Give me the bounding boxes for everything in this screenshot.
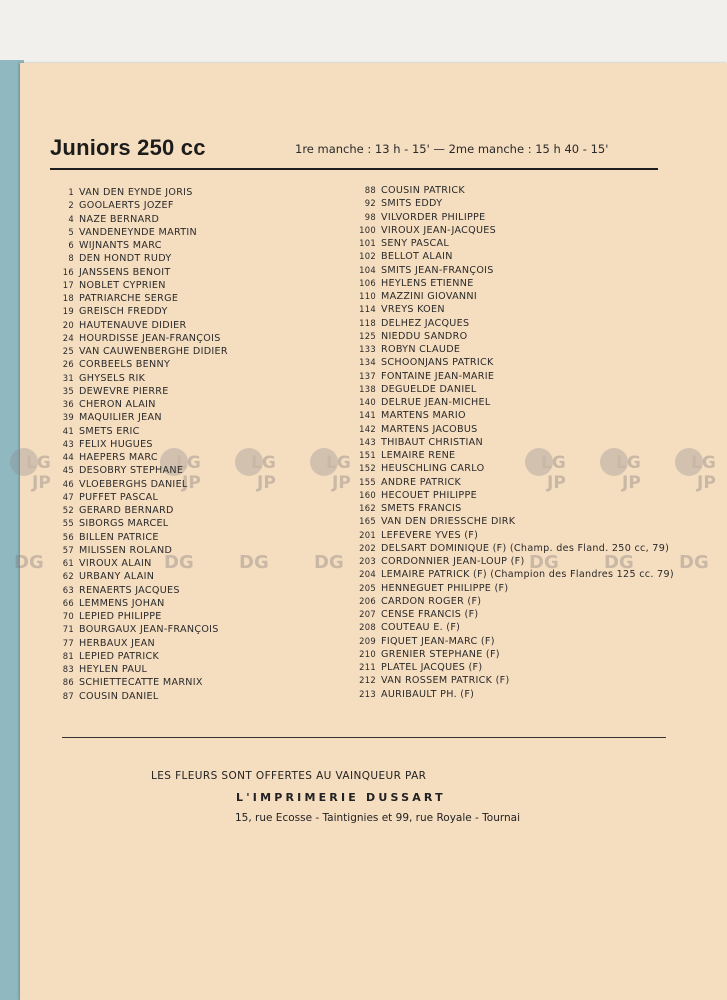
list-item	[350, 688, 690, 701]
svg-text:DG: DG	[239, 552, 269, 573]
entry-name: LEFEVERE YVES (F)	[381, 529, 479, 541]
entry-number: 19	[62, 306, 74, 317]
list-item	[350, 502, 690, 515]
list-item	[48, 584, 348, 597]
entry-name: GERARD BERNARD	[79, 505, 174, 516]
entry-name: LEMAIRE RENE	[381, 450, 456, 461]
entry-number: 25	[62, 346, 74, 356]
entry-number: 203	[359, 556, 376, 566]
entry-name: CENSE FRANCIS (F)	[381, 609, 479, 620]
list-item	[350, 330, 690, 343]
svg-text:DG: DG	[529, 552, 559, 573]
entry-number: 39	[62, 412, 74, 423]
entry-number: 143	[359, 436, 376, 447]
entry-name: COUTEAU E. (F)	[381, 622, 461, 634]
list-item	[350, 462, 690, 475]
entry-name: RENAERTS JACQUES	[79, 584, 180, 596]
entry-name: MILISSEN ROLAND	[79, 544, 173, 556]
race-schedule: 1re manche : 13 h - 15' — 2me manche : 15 h 40 - 15'	[295, 142, 609, 156]
entry-name: WIJNANTS MARC	[79, 240, 162, 251]
list-item	[48, 597, 348, 610]
entry-name: HAEPERS MARC	[79, 452, 158, 463]
list-item	[350, 436, 690, 449]
entry-name: SMETS FRANCIS	[381, 503, 462, 514]
entry-number: 125	[359, 330, 376, 341]
entry-number: 44	[62, 452, 74, 462]
entry-number: 207	[359, 609, 376, 619]
entry-number: 114	[359, 304, 376, 315]
entry-number: 162	[359, 503, 376, 513]
entry-number: 88	[364, 185, 376, 195]
list-item	[350, 237, 690, 250]
list-item	[350, 608, 690, 621]
list-item	[48, 398, 348, 411]
entry-name: CARDON ROGER (F)	[381, 595, 482, 607]
entry-number: 31	[62, 372, 74, 383]
svg-text:DG: DG	[679, 552, 709, 573]
entry-list-left	[48, 186, 348, 703]
entry-name: DELHEZ JACQUES	[381, 317, 470, 329]
entry-number: 2	[68, 200, 74, 211]
entry-number: 81	[62, 650, 74, 661]
entry-number: 52	[62, 505, 74, 515]
entry-number: 211	[359, 662, 376, 672]
list-item	[48, 531, 348, 544]
list-item	[350, 595, 690, 608]
list-item	[350, 476, 690, 489]
list-item	[48, 610, 348, 623]
entry-number: 24	[62, 332, 74, 343]
svg-text:LG: LG	[616, 453, 641, 473]
svg-text:JP: JP	[622, 473, 641, 493]
entry-name: SMETS ERIC	[79, 425, 140, 437]
entry-number: 55	[62, 518, 74, 529]
entry-number: 100	[359, 224, 376, 235]
list-item	[350, 370, 690, 383]
entry-number: 46	[62, 478, 74, 489]
sponsor-intro: LES FLEURS SONT OFFERTES AU VAINQUEUR PAR	[151, 770, 427, 782]
entry-number: 17	[62, 279, 74, 290]
list-item	[48, 411, 348, 424]
entry-number: 209	[359, 635, 376, 646]
entry-name: HAUTENAUVE DIDIER	[79, 319, 187, 331]
entry-number: 134	[359, 357, 376, 368]
list-item	[350, 661, 690, 674]
list-item	[350, 449, 690, 462]
list-item	[48, 517, 348, 530]
svg-text:LG: LG	[251, 453, 276, 473]
entry-number: 8	[68, 253, 74, 264]
entry-number: 138	[359, 383, 376, 394]
entry-number: 71	[62, 624, 74, 635]
divider	[50, 168, 658, 170]
list-item	[350, 383, 690, 396]
svg-text:DG: DG	[164, 552, 194, 573]
entry-name: LEMAIRE PATRICK (F) (Champion des Flandres 125 cc. 79)	[381, 569, 674, 581]
entry-number: 47	[62, 491, 74, 502]
svg-text:LG: LG	[541, 453, 566, 473]
entry-number: 26	[62, 359, 74, 370]
entry-name: HECOUET PHILIPPE	[381, 489, 477, 501]
entry-number: 110	[359, 291, 376, 301]
list-item	[48, 292, 348, 305]
list-item	[350, 674, 690, 687]
entry-name: MARTENS MARIO	[381, 410, 466, 422]
entry-number: 118	[359, 317, 376, 328]
entry-name: ANDRE PATRICK	[381, 476, 462, 488]
entry-number: 5	[68, 226, 74, 237]
svg-text:JP: JP	[547, 473, 566, 493]
entry-name: VAN DEN EYNDE JORIS	[79, 187, 193, 198]
list-item	[350, 250, 690, 263]
list-item	[350, 555, 690, 568]
entry-name: HOURDISSE JEAN-FRANÇOIS	[79, 332, 221, 344]
entry-number: 155	[359, 476, 376, 487]
entry-name: AURIBAULT PH. (F)	[381, 688, 475, 700]
list-item	[350, 489, 690, 502]
entry-name: LEPIED PHILIPPE	[79, 611, 162, 622]
entry-name: HEUSCHLING CARLO	[381, 463, 485, 475]
entry-name: LEMMENS JOHAN	[79, 597, 165, 609]
entry-name: MAZZINI GIOVANNI	[381, 291, 478, 302]
entry-number: 77	[62, 637, 74, 648]
list-item	[48, 663, 348, 676]
entry-number: 56	[62, 531, 74, 542]
list-item	[48, 451, 348, 464]
entry-number: 70	[62, 611, 74, 621]
entry-name: SMITS EDDY	[381, 198, 443, 210]
list-item	[350, 648, 690, 661]
list-item	[48, 239, 348, 252]
entry-name: MAQUILIER JEAN	[79, 412, 162, 424]
entry-name: DESOBRY STEPHANE	[79, 465, 184, 477]
list-item	[350, 635, 690, 648]
svg-text:JP: JP	[257, 473, 276, 493]
entry-number: 35	[62, 385, 74, 396]
entry-number: 1	[68, 187, 74, 197]
list-item	[350, 396, 690, 409]
sponsor-address: 15, rue Ecosse - Taintignies et 99, rue Royale - Tournai	[235, 812, 521, 824]
entry-number: 62	[62, 571, 74, 582]
page-title: Juniors 250 cc	[50, 135, 206, 160]
entry-name: VIROUX JEAN-JACQUES	[381, 224, 497, 236]
divider	[62, 737, 666, 738]
entry-name: VAN CAUWENBERGHE DIDIER	[79, 346, 228, 357]
svg-text:LG: LG	[691, 453, 716, 473]
list-item	[48, 319, 348, 332]
list-item	[350, 356, 690, 369]
entry-number: 83	[62, 664, 74, 674]
list-item	[350, 224, 690, 237]
entry-name: GREISCH FREDDY	[79, 306, 168, 318]
entry-number: 205	[359, 582, 376, 593]
entry-number: 160	[359, 489, 376, 500]
entry-name: SMITS JEAN-FRANÇOIS	[381, 264, 494, 276]
entry-name: BOURGAUX JEAN-FRANÇOIS	[79, 624, 219, 636]
list-item	[350, 542, 690, 555]
list-item	[48, 358, 348, 371]
entry-number: 141	[359, 410, 376, 421]
list-item	[48, 557, 348, 570]
list-item	[350, 423, 690, 436]
entry-name: LEPIED PATRICK	[79, 650, 160, 662]
entry-number: 57	[62, 544, 74, 555]
entry-number: 87	[62, 690, 74, 701]
list-item	[48, 491, 348, 504]
entry-name: VAN ROSSEM PATRICK (F)	[381, 675, 510, 687]
entry-number: 213	[359, 688, 376, 699]
entry-name: PUFFET PASCAL	[79, 491, 159, 503]
list-item	[350, 515, 690, 528]
entry-number: 41	[62, 425, 74, 436]
svg-text:DG: DG	[604, 552, 634, 573]
entry-name: CORDONNIER JEAN-LOUP (F)	[381, 556, 525, 567]
entry-name: CHERON ALAIN	[79, 399, 156, 410]
entry-number: 106	[359, 277, 376, 288]
list-item	[48, 623, 348, 636]
entry-number: 212	[359, 675, 376, 686]
entry-name: FONTAINE JEAN-MARIE	[381, 370, 495, 382]
entry-name: HEYLEN PAUL	[79, 664, 148, 675]
svg-text:LG: LG	[26, 453, 51, 473]
svg-text:LG: LG	[326, 453, 351, 473]
list-item	[350, 317, 690, 330]
entry-name: JANSSENS BENOIT	[79, 266, 171, 278]
entry-name: SENY PASCAL	[381, 238, 449, 249]
entry-number: 204	[359, 569, 376, 580]
list-item	[350, 184, 690, 197]
entry-name: URBANY ALAIN	[79, 571, 155, 583]
entry-name: PLATEL JACQUES (F)	[381, 662, 483, 673]
entry-number: 16	[62, 266, 74, 277]
entry-name: HEYLENS ETIENNE	[381, 277, 474, 289]
entry-number: 98	[364, 211, 376, 222]
entry-number: 18	[62, 293, 74, 303]
entry-name: VAN DEN DRIESSCHE DIRK	[381, 516, 516, 528]
entry-list-right	[350, 184, 690, 701]
list-item	[350, 621, 690, 634]
entry-name: SCHOONJANS PATRICK	[381, 357, 494, 369]
list-item	[350, 290, 690, 303]
svg-text:JP: JP	[32, 473, 51, 493]
entry-name: HERBAUX JEAN	[79, 637, 155, 649]
sponsor-name: L'IMPRIMERIE DUSSART	[236, 791, 446, 804]
entry-name: DEN HONDT RUDY	[79, 253, 172, 265]
list-item	[48, 226, 348, 239]
entry-number: 61	[62, 558, 74, 568]
list-item	[350, 529, 690, 542]
entry-number: 140	[359, 397, 376, 407]
entry-name: VIROUX ALAIN	[79, 558, 152, 569]
list-item	[48, 279, 348, 292]
list-item	[48, 650, 348, 663]
entry-name: NAZE BERNARD	[79, 213, 160, 225]
entry-name: VLOEBERGHS DANIEL	[79, 478, 188, 490]
entry-name: DEWEVRE PIERRE	[79, 385, 169, 397]
entry-number: 201	[359, 529, 376, 540]
entry-name: FIQUET JEAN-MARC (F)	[381, 635, 495, 647]
entry-name: FELIX HUGUES	[79, 438, 153, 450]
entry-number: 202	[359, 542, 376, 553]
entry-name: BILLEN PATRICE	[79, 531, 159, 543]
list-item	[48, 690, 348, 703]
entry-name: ROBYN CLAUDE	[381, 344, 461, 355]
list-item	[48, 570, 348, 583]
svg-text:JP: JP	[182, 473, 201, 493]
entry-number: 210	[359, 648, 376, 659]
svg-text:DG: DG	[314, 552, 344, 573]
list-item	[48, 478, 348, 491]
list-item	[48, 544, 348, 557]
list-item	[48, 637, 348, 650]
list-item	[350, 264, 690, 277]
entry-name: NIEDDU SANDRO	[381, 330, 468, 342]
list-item	[350, 343, 690, 356]
entry-number: 165	[359, 516, 376, 527]
entry-name: DELRUE JEAN-MICHEL	[381, 397, 491, 408]
list-item	[350, 409, 690, 422]
entry-number: 206	[359, 595, 376, 606]
entry-number: 92	[364, 198, 376, 209]
list-item	[48, 252, 348, 265]
entry-name: GHYSELS RIK	[79, 372, 146, 384]
entry-number: 101	[359, 238, 376, 248]
entry-number: 66	[62, 597, 74, 608]
list-item	[48, 676, 348, 689]
list-item	[350, 277, 690, 290]
entry-number: 104	[359, 264, 376, 275]
list-item	[48, 186, 348, 199]
entry-name: CORBEELS BENNY	[79, 359, 171, 371]
entry-name: HENNEGUET PHILIPPE (F)	[381, 582, 509, 594]
list-item	[350, 568, 690, 581]
entry-number: 45	[62, 465, 74, 476]
list-item	[350, 197, 690, 210]
entry-name: GRENIER STEPHANE (F)	[381, 648, 500, 660]
list-item	[48, 345, 348, 358]
entry-number: 86	[62, 677, 74, 688]
entry-name: COUSIN DANIEL	[79, 690, 159, 702]
svg-text:JP: JP	[697, 473, 716, 493]
list-item	[48, 425, 348, 438]
svg-text:LG: LG	[176, 453, 201, 473]
entry-number: 6	[68, 240, 74, 250]
entry-name: COUSIN PATRICK	[381, 185, 465, 196]
entry-name: VREYS KOEN	[381, 304, 445, 316]
entry-name: DELSART DOMINIQUE (F) (Champ. des Fland. 250 cc, 79)	[381, 542, 670, 554]
list-item	[48, 438, 348, 451]
list-item	[48, 385, 348, 398]
entry-number: 63	[62, 584, 74, 595]
list-item	[48, 504, 348, 517]
svg-text:JP: JP	[332, 473, 351, 493]
list-item	[48, 372, 348, 385]
entry-name: PATRIARCHE SERGE	[79, 293, 179, 304]
list-item	[48, 199, 348, 212]
entry-name: NOBLET CYPRIEN	[79, 279, 166, 291]
entry-number: 152	[359, 463, 376, 474]
list-item	[350, 582, 690, 595]
svg-text:DG: DG	[14, 552, 44, 573]
entry-number: 102	[359, 251, 376, 262]
list-item	[350, 211, 690, 224]
entry-number: 133	[359, 344, 376, 354]
list-item	[48, 266, 348, 279]
entry-number: 151	[359, 450, 376, 460]
entry-name: GOOLAERTS JOZEF	[79, 200, 174, 212]
entry-name: VANDENEYNDE MARTIN	[79, 226, 197, 238]
entry-number: 208	[359, 622, 376, 633]
entry-number: 142	[359, 423, 376, 434]
entry-name: BELLOT ALAIN	[381, 251, 453, 263]
entry-name: SCHIETTECATTE MARNIX	[79, 677, 203, 689]
entry-number: 4	[68, 213, 74, 224]
entry-number: 20	[62, 319, 74, 330]
entry-number: 36	[62, 399, 74, 409]
entry-name: DEGUELDE DANIEL	[381, 383, 477, 395]
entry-name: MARTENS JACOBUS	[381, 423, 478, 435]
list-item	[48, 305, 348, 318]
list-item	[48, 213, 348, 226]
entry-number: 43	[62, 438, 74, 449]
list-item	[48, 464, 348, 477]
entry-name: THIBAUT CHRISTIAN	[381, 436, 484, 448]
entry-name: VILVORDER PHILIPPE	[381, 211, 486, 223]
list-item	[350, 303, 690, 316]
list-item	[48, 332, 348, 345]
entry-name: SIBORGS MARCEL	[79, 518, 169, 530]
entry-number: 137	[359, 370, 376, 381]
